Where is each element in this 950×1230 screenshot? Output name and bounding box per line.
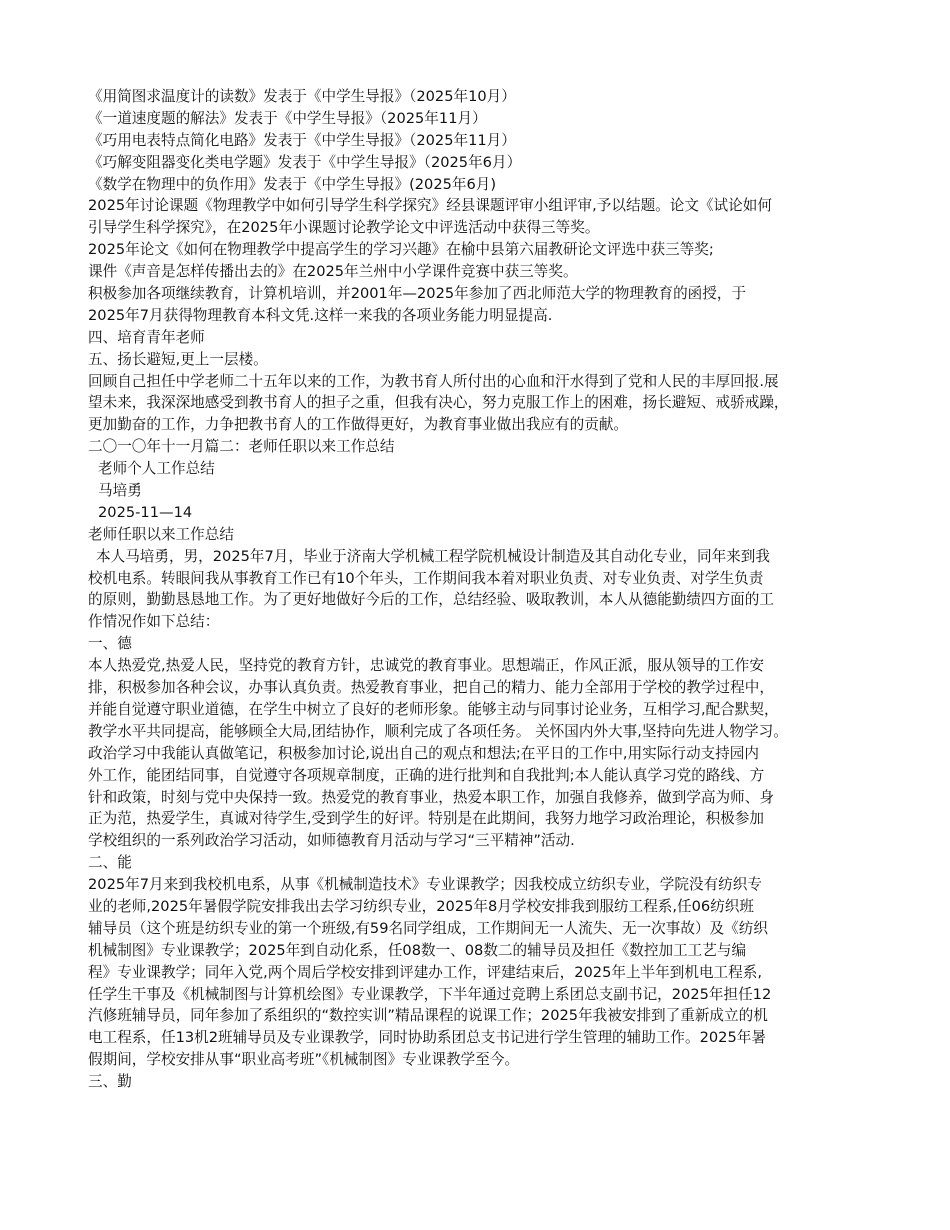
text-line: 正为范，热爱学生，真诚对待学生,受到学生的好评。特别是在此期间，我努力地学习政治理论，积极参加 bbox=[88, 810, 764, 828]
text-line: 《一道速度题的解法》发表于《中学生导报》（2025年11月） bbox=[88, 109, 487, 127]
text-line: 《用简图求温度计的读数》发表于《中学生导报》（2025年10月） bbox=[88, 88, 516, 105]
section-heading: 四、培育青年老师 bbox=[88, 328, 205, 346]
text-line: 回顾自己担任中学老师二十五年以来的工作，为教书育人所付出的心血和汗水得到了党和人民的丰厚回报.展 bbox=[88, 372, 779, 390]
text-line: 作情况作如下总结： bbox=[88, 613, 220, 631]
text-line: 汽修班辅导员，同年参加了系组织的“数控实训”精品课程的说课工作；2025年我被安排到了重新成立的机 bbox=[88, 1007, 768, 1025]
text-line: 电工程系，任13机2班辅导员及专业课教学，同时协助系团总支书记进行学生管理的辅助工作。2025年暑 bbox=[88, 1029, 766, 1047]
section-heading: 二、能 bbox=[88, 854, 132, 872]
section-heading: 老师任职以来工作总结 bbox=[88, 525, 234, 543]
text-line: 排，积极参加各种会议，办事认真负责。热爱教育事业，把自己的精力、能力全部用于学校的教学过程中， bbox=[88, 679, 774, 697]
text-line: 本人马培勇，男，2025年7月，毕业于济南大学机械工程学院机械设计制造及其自动化专业，同年来到我 bbox=[96, 547, 770, 565]
text-line: 更加勤奋的工作，力争把教书育人的工作做得更好，为教育事业做出我应有的贡献。 bbox=[88, 416, 628, 434]
text-line: 外工作，能团结同事，自觉遵守各项规章制度，正确的进行批判和自我批判;本人能认真学习党的路线、方 bbox=[88, 766, 765, 784]
text-line: 政治学习中我能认真做笔记，积极参加讨论,说出自己的观点和想法;在平日的工作中,用实际行动支持园内 bbox=[88, 744, 759, 762]
text-line: 并能自觉遵守职业道德，在学生中树立了良好的老师形象。能够主动与同事讨论业务，互相学习,配合默契， bbox=[88, 700, 779, 718]
text-line: 任学生干事及《机械制图与计算机绘图》专业课教学，下半年通过竞聘上系团总支副书记，2025年担任12 bbox=[88, 985, 772, 1003]
document-date: 2025-11—14 bbox=[98, 503, 193, 521]
section-heading: 五、扬长避短,更上一层楼。 bbox=[88, 350, 268, 368]
section-heading: 三、勤 bbox=[88, 1073, 132, 1091]
text-line: 校机电系。转眼间我从事教育工作已有10个年头，工作期间我本着对职业负责、对专业负责、对学生负责 bbox=[88, 569, 764, 587]
text-line: 学校组织的一系列政治学习活动，如师德教育月活动与学习“三平精神”活动. bbox=[88, 832, 575, 850]
section-heading: 一、德 bbox=[88, 635, 132, 653]
text-line: 针和政策，时刻与党中央保持一致。热爱党的教育事业，热爱本职工作，加强自我修养，做到学高为师、身 bbox=[88, 788, 774, 806]
text-line: 课件《声音是怎样传播出去的》在2025年兰州中小学课件竞赛中获三等奖。 bbox=[88, 263, 578, 281]
text-line: 的原则，勤勤恳恳地工作。为了更好地做好今后的工作，总结经验、吸取教训，本人从德能勤绩四方面的工 bbox=[88, 591, 774, 609]
text-line: 程》专业课教学；同年入党,两个周后学校安排到评建办工作，评建结束后，2025年上半年到机电工程系, bbox=[88, 963, 762, 981]
text-line: 教学水平共同提高，能够顾全大局,团结协作，顺利完成了各项任务。 关怀国内外大事,坚持向先进人物学习。 bbox=[88, 722, 788, 740]
text-line: 辅导员（这个班是纺织专业的第一个班级,有59名同学组成，工作期间无一人流失、无一次事故）及《纺织 bbox=[88, 919, 768, 937]
text-line: 《巧解变阻器变化类电学题》发表于《中学生导报》（2025年6月） bbox=[88, 153, 522, 171]
text-line: 引导学生科学探究》，在2025年小课题讨论教学论文中评选活动中获得三等奖。 bbox=[88, 219, 600, 237]
text-line: 业的老师,2025年暑假学院安排我出去学习纺织专业，2025年8月学校安排我到服纺工程系,任06纺织班 bbox=[88, 897, 754, 915]
author-name: 马培勇 bbox=[98, 482, 142, 500]
text-line: 假期间，学校安排从事“职业高考班”《机械制图》专业课教学至今。 bbox=[88, 1051, 520, 1069]
subtitle: 老师个人工作总结 bbox=[98, 460, 215, 478]
text-line: 2025年论文《如何在物理教学中提高学生的学习兴趣》在榆中县第六届教研论文评选中获三等奖; bbox=[88, 241, 714, 259]
text-line: 2025年7月获得物理教育本科文凭.这样一来我的各项业务能力明显提高. bbox=[88, 306, 553, 324]
section-heading: 二〇一〇年十一月篇二：老师任职以来工作总结 bbox=[88, 438, 395, 456]
text-line: 机械制图》专业课教学；2025年到自动化系，任08数一、08数二的辅导员及担任《数控加工工艺与编 bbox=[88, 941, 747, 959]
text-line: 《巧用电表特点简化电路》发表于《中学生导报》（2025年11月） bbox=[88, 131, 516, 149]
text-line: 2025年7月来到我校机电系，从事《机械制造技术》专业课教学；因我校成立纺织专业，学院没有纺织专 bbox=[88, 876, 762, 894]
text-line: 积极参加各项继续教育，计算机培训，并2001年—2025年参加了西北师范大学的物理教育的函授，于 bbox=[88, 285, 747, 303]
text-line: 本人热爱党,热爱人民，坚持党的教育方针，忠诚党的教育事业。思想端正，作风正派，服从领导的工作安 bbox=[88, 657, 764, 675]
text-line: 望未来，我深深地感受到教书育人的担子之重，但我有决心，努力克服工作上的困难，扬长避短、戒骄戒躁， bbox=[88, 394, 789, 412]
text-line: 《数学在物理中的负作用》发表于《中学生导报》(2025年6月) bbox=[88, 175, 497, 193]
text-line: 2025年讨论课题《物理教学中如何引导学生科学探究》经县课题评审小组评审,予以结题。论文《试论如何 bbox=[88, 197, 772, 215]
